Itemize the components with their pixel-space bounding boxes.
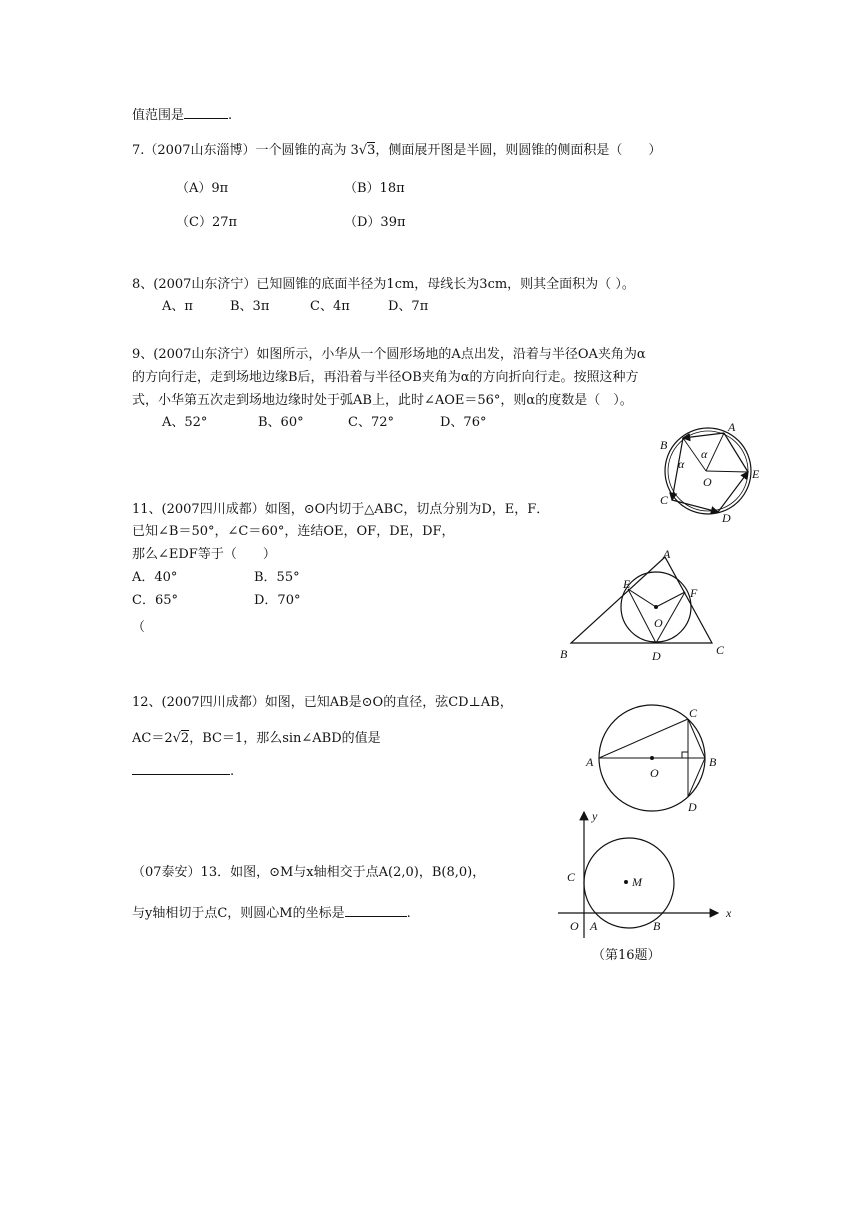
q9-stem-line2: 的方向行走，走到场地边缘B后，再沿着与半径OB夹角为α的方向折向行走。按照这种方 bbox=[132, 370, 639, 385]
q8-option-c[interactable]: C、4π bbox=[310, 299, 350, 314]
q9-radii bbox=[683, 433, 748, 472]
q13-label-c: C bbox=[567, 870, 576, 884]
q11-stem-line3: 那么∠EDF等于（ ） bbox=[132, 547, 276, 562]
q13-label-o: O bbox=[570, 919, 579, 933]
q7-stem: 7.（2007山东淄博）一个圆锥的高为 3√3，侧面展开图是半圆，则圆锥的侧面积是（ ） bbox=[132, 143, 662, 158]
q11-label-d: D bbox=[652, 649, 661, 663]
q11-label-b: B bbox=[560, 647, 568, 661]
q13-circle bbox=[584, 838, 674, 928]
q9-label-alpha-2: α bbox=[678, 457, 685, 471]
q9-option-b[interactable]: B、60° bbox=[258, 415, 304, 430]
q13-stem-line2: 与y轴相切于点C，则圆心M的坐标是 . bbox=[132, 906, 411, 921]
q11-option-c[interactable]: C．65° bbox=[132, 593, 178, 608]
q9-label-b: B bbox=[660, 438, 668, 452]
q9-option-c[interactable]: C、72° bbox=[348, 415, 394, 430]
q11-option-d[interactable]: D．70° bbox=[254, 593, 301, 608]
answer-blank[interactable] bbox=[345, 904, 407, 917]
q9-label-a: A bbox=[728, 420, 736, 434]
q12-stem-line2: AC＝2√2，BC＝1，那么sin∠ABD的值是 bbox=[132, 731, 381, 746]
q11-label-f: F bbox=[690, 586, 698, 600]
q9-figure bbox=[650, 420, 770, 525]
q11-label-c: C bbox=[716, 643, 725, 657]
q8-option-d[interactable]: D、7π bbox=[388, 299, 429, 314]
q9-label-d: D bbox=[722, 511, 731, 525]
q12-label-a: A bbox=[586, 755, 594, 769]
q9-stem-line3: 式，小华第五次走到场地边缘时处于弧AB上，此时∠AOE＝56°，则α的度数是（ ）。 bbox=[132, 393, 633, 408]
q9-label-e: E bbox=[752, 467, 760, 481]
q12-figure bbox=[582, 700, 722, 820]
q9-label-c: C bbox=[660, 493, 669, 507]
q7-option-a[interactable]: （A）9π bbox=[176, 181, 229, 196]
q13-label-a: A bbox=[590, 919, 598, 933]
q11-label-e: E bbox=[623, 577, 631, 591]
q11-stem-line2: 已知∠B＝50°，∠C＝60°，连结OE，OF，DE，DF， bbox=[132, 524, 455, 539]
q8-option-a[interactable]: A、π bbox=[162, 299, 193, 314]
q11-stray-paren: （ bbox=[132, 620, 146, 635]
q9-option-a[interactable]: A、52° bbox=[162, 415, 208, 430]
q8-stem: 8、(2007山东济宁）已知圆锥的底面半径为1cm，母线长为3cm，则其全面积为（ ）。 bbox=[132, 277, 635, 292]
q11-option-b[interactable]: B．55° bbox=[254, 570, 300, 585]
q9-option-d[interactable]: D、76° bbox=[440, 415, 487, 430]
q13-figure-caption: （第16题） bbox=[592, 948, 661, 963]
answer-blank[interactable] bbox=[132, 762, 230, 775]
q11-figure bbox=[555, 545, 735, 665]
q11-stem-line1: 11、(2007四川成都）如图，⊙O内切于△ABC，切点分别为D，E，F． bbox=[132, 502, 550, 517]
q13-label-m: M bbox=[632, 875, 642, 889]
q12-label-d: D bbox=[688, 800, 697, 814]
q12-answer-line: . bbox=[132, 762, 234, 781]
q9-stem-line1: 9、(2007山东济宁）如图所示，小华从一个圆形场地的A点出发，沿着与半径OA夹角为α bbox=[132, 347, 646, 362]
q7-option-d[interactable]: （D）39π bbox=[344, 215, 406, 230]
q11-option-a[interactable]: A．40° bbox=[132, 570, 178, 585]
q13-center-dot bbox=[624, 880, 628, 884]
q11-label-a: A bbox=[663, 547, 671, 561]
q11-label-o: O bbox=[654, 616, 663, 630]
sqrt-sign: √ bbox=[172, 731, 181, 746]
q12-label-b: B bbox=[709, 755, 717, 769]
q13-stem-line1: （07泰安）13．如图，⊙M与x轴相交于点A(2,0)，B(8,0)， bbox=[132, 865, 486, 880]
q9-label-o: O bbox=[703, 475, 712, 489]
q7-option-c[interactable]: （C）27π bbox=[176, 215, 238, 230]
q9-path bbox=[672, 433, 748, 512]
q13-label-b: B bbox=[653, 919, 661, 933]
q12-center-dot bbox=[650, 756, 654, 760]
q12-stem-line1: 12、(2007四川成都）如图，已知AB是⊙O的直径，弦CD⊥AB， bbox=[132, 695, 513, 710]
q7-option-b[interactable]: （B）18π bbox=[344, 181, 405, 196]
q12-label-o: O bbox=[650, 766, 659, 780]
q13-label-y: y bbox=[592, 809, 598, 823]
answer-blank[interactable] bbox=[184, 106, 228, 119]
sqrt-sign: √ bbox=[358, 143, 368, 158]
q13-label-x: x bbox=[726, 906, 732, 920]
q11-center-dot bbox=[654, 605, 658, 609]
q6-tail: 值范围是 . bbox=[132, 108, 233, 123]
q13-figure bbox=[555, 805, 735, 945]
q9-label-alpha-1: α bbox=[701, 447, 708, 461]
q8-option-b[interactable]: B、3π bbox=[230, 299, 270, 314]
q12-label-c: C bbox=[689, 706, 698, 720]
